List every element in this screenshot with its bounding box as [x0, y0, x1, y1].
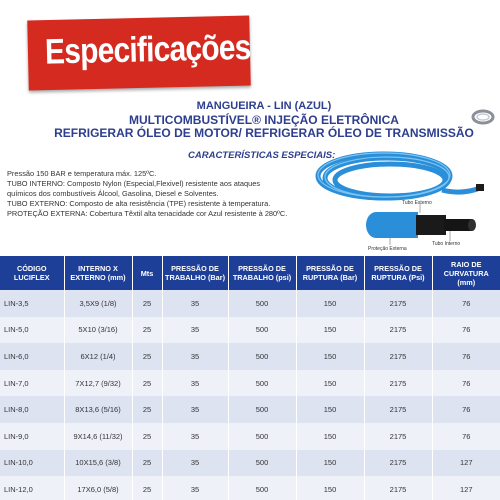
table-cell: 7X12,7 (9/32) [64, 370, 132, 397]
specs-text [7, 169, 317, 219]
table-cell: 500 [228, 343, 296, 370]
table-cell: 25 [132, 476, 162, 500]
table-cell: 25 [132, 423, 162, 450]
table-cell: 6X12 (1/4) [64, 343, 132, 370]
inner-tube-label: Tubo Interno [432, 241, 461, 247]
table-row [0, 290, 500, 317]
table-cell: 76 [432, 396, 500, 423]
table-cell: 25 [132, 317, 162, 344]
table-cell: 10X15,6 (3/8) [64, 450, 132, 477]
table-cell: LIN-7,0 [0, 370, 64, 397]
column-header: RAIO DE CURVATURA (mm) [432, 256, 500, 290]
spec-line-protection: PROTEÇÃO EXTERNA: Cobertura Têxtil alta tenacidade cor Azul resistente à 280ºC. [7, 209, 288, 218]
table-cell: 150 [296, 396, 364, 423]
table-cell: 25 [132, 370, 162, 397]
table-row [0, 476, 500, 500]
table-cell: LIN-8,0 [0, 396, 64, 423]
table-cell: 35 [162, 370, 228, 397]
table-row [0, 370, 500, 397]
table-cell: 76 [432, 370, 500, 397]
table-cell: LIN-9,0 [0, 423, 64, 450]
product-subtitle-2: REFRIGERAR ÓLEO DE MOTOR/ REFRIGERAR ÓLEO DE TRANSMISSÃO [54, 126, 474, 140]
table-header-row [0, 256, 500, 290]
table-cell: 500 [228, 450, 296, 477]
table-cell: 76 [432, 343, 500, 370]
table-cell: 25 [132, 396, 162, 423]
table-cell: LIN-10,0 [0, 450, 64, 477]
table-cell: 2175 [364, 343, 432, 370]
table-cell: LIN-3,5 [0, 290, 64, 317]
table-cell: 5X10 (3/16) [64, 317, 132, 344]
table-cell: 2175 [364, 370, 432, 397]
table-cell: 25 [132, 290, 162, 317]
table-cell: 76 [432, 317, 500, 344]
column-header: PRESSÃO DE TRABALHO (psi) [228, 256, 296, 290]
table-cell: 2175 [364, 290, 432, 317]
table-cell: 500 [228, 370, 296, 397]
table-cell: 35 [162, 317, 228, 344]
spec-line-inner-tube-cont: químicos dos combustíveis Álcool, Gasolina, Diesel e Solventes. [7, 189, 219, 198]
banner-title: Especificações [44, 28, 251, 72]
table-cell: 500 [228, 476, 296, 500]
outer-tube-label: Tubo Externo [402, 200, 432, 206]
table-cell: 150 [296, 290, 364, 317]
column-header: INTERNO X EXTERNO (mm) [64, 256, 132, 290]
table-cell: LIN-12,0 [0, 476, 64, 500]
table-cell: LIN-5,0 [0, 317, 64, 344]
spec-line-pressure: Pressão 150 BAR e temperatura máx. 125ºC. [7, 169, 157, 178]
table-row [0, 317, 500, 344]
table-cell: LIN-6,0 [0, 343, 64, 370]
table-row [0, 423, 500, 450]
table-cell: 35 [162, 343, 228, 370]
table-cell: 150 [296, 317, 364, 344]
table-cell: 500 [228, 317, 296, 344]
table-cell: 25 [132, 343, 162, 370]
table-cell: 2175 [364, 423, 432, 450]
table-cell: 2175 [364, 476, 432, 500]
table-row [0, 396, 500, 423]
product-title: MANGUEIRA - LIN (AZUL) [196, 100, 332, 112]
table-cell: 35 [162, 396, 228, 423]
table-cell: 150 [296, 343, 364, 370]
table-cell: 127 [432, 450, 500, 477]
table-cell: 500 [228, 423, 296, 450]
table-cell: 35 [162, 450, 228, 477]
table-cell: 25 [132, 450, 162, 477]
table-cell: 76 [432, 423, 500, 450]
table-cell: 127 [432, 476, 500, 500]
table-cell: 150 [296, 450, 364, 477]
table-cell: 150 [296, 476, 364, 500]
table-cell: 2175 [364, 450, 432, 477]
table-cell: 2175 [364, 317, 432, 344]
table-cell: 35 [162, 423, 228, 450]
column-header: Mts [132, 256, 162, 290]
spec-line-outer-tube: TUBO EXTERNO: Composto de alta resistência (TPE) resistente à temperatura. [7, 199, 271, 208]
table-cell: 500 [228, 290, 296, 317]
protection-label: Proteção Externa [368, 246, 407, 252]
table-cell: 150 [296, 423, 364, 450]
table-cell: 17X6,0 (5/8) [64, 476, 132, 500]
column-header: PRESSÃO DE RUPTURA (Psi) [364, 256, 432, 290]
table-cell: 8X13,6 (5/16) [64, 396, 132, 423]
table-row [0, 450, 500, 477]
table-cell: 500 [228, 396, 296, 423]
table-cell: 3,5X9 (1/8) [64, 290, 132, 317]
table-cell: 76 [432, 290, 500, 317]
table-cell: 150 [296, 370, 364, 397]
column-header: CÓDIGO LUCIFLEX [0, 256, 64, 290]
specifications-table [0, 256, 500, 500]
product-subtitle-1: MULTICOMBUSTÍVEL® INJEÇÃO ELETRÔNICA [129, 113, 399, 127]
table-cell: 9X14,6 (11/32) [64, 423, 132, 450]
column-header: PRESSÃO DE RUPTURA (Bar) [296, 256, 364, 290]
table-cell: 35 [162, 290, 228, 317]
table-cell: 35 [162, 476, 228, 500]
table-row [0, 343, 500, 370]
table-cell: 2175 [364, 396, 432, 423]
special-features-heading: CARACTERÍSTICAS ESPECIAIS: [188, 150, 336, 161]
column-header: PRESSÃO DE TRABALHO (Bar) [162, 256, 228, 290]
spec-line-inner-tube: TUBO INTERNO: Composto Nylon (Especial,Flexivel) resistente aos ataques [7, 179, 261, 188]
